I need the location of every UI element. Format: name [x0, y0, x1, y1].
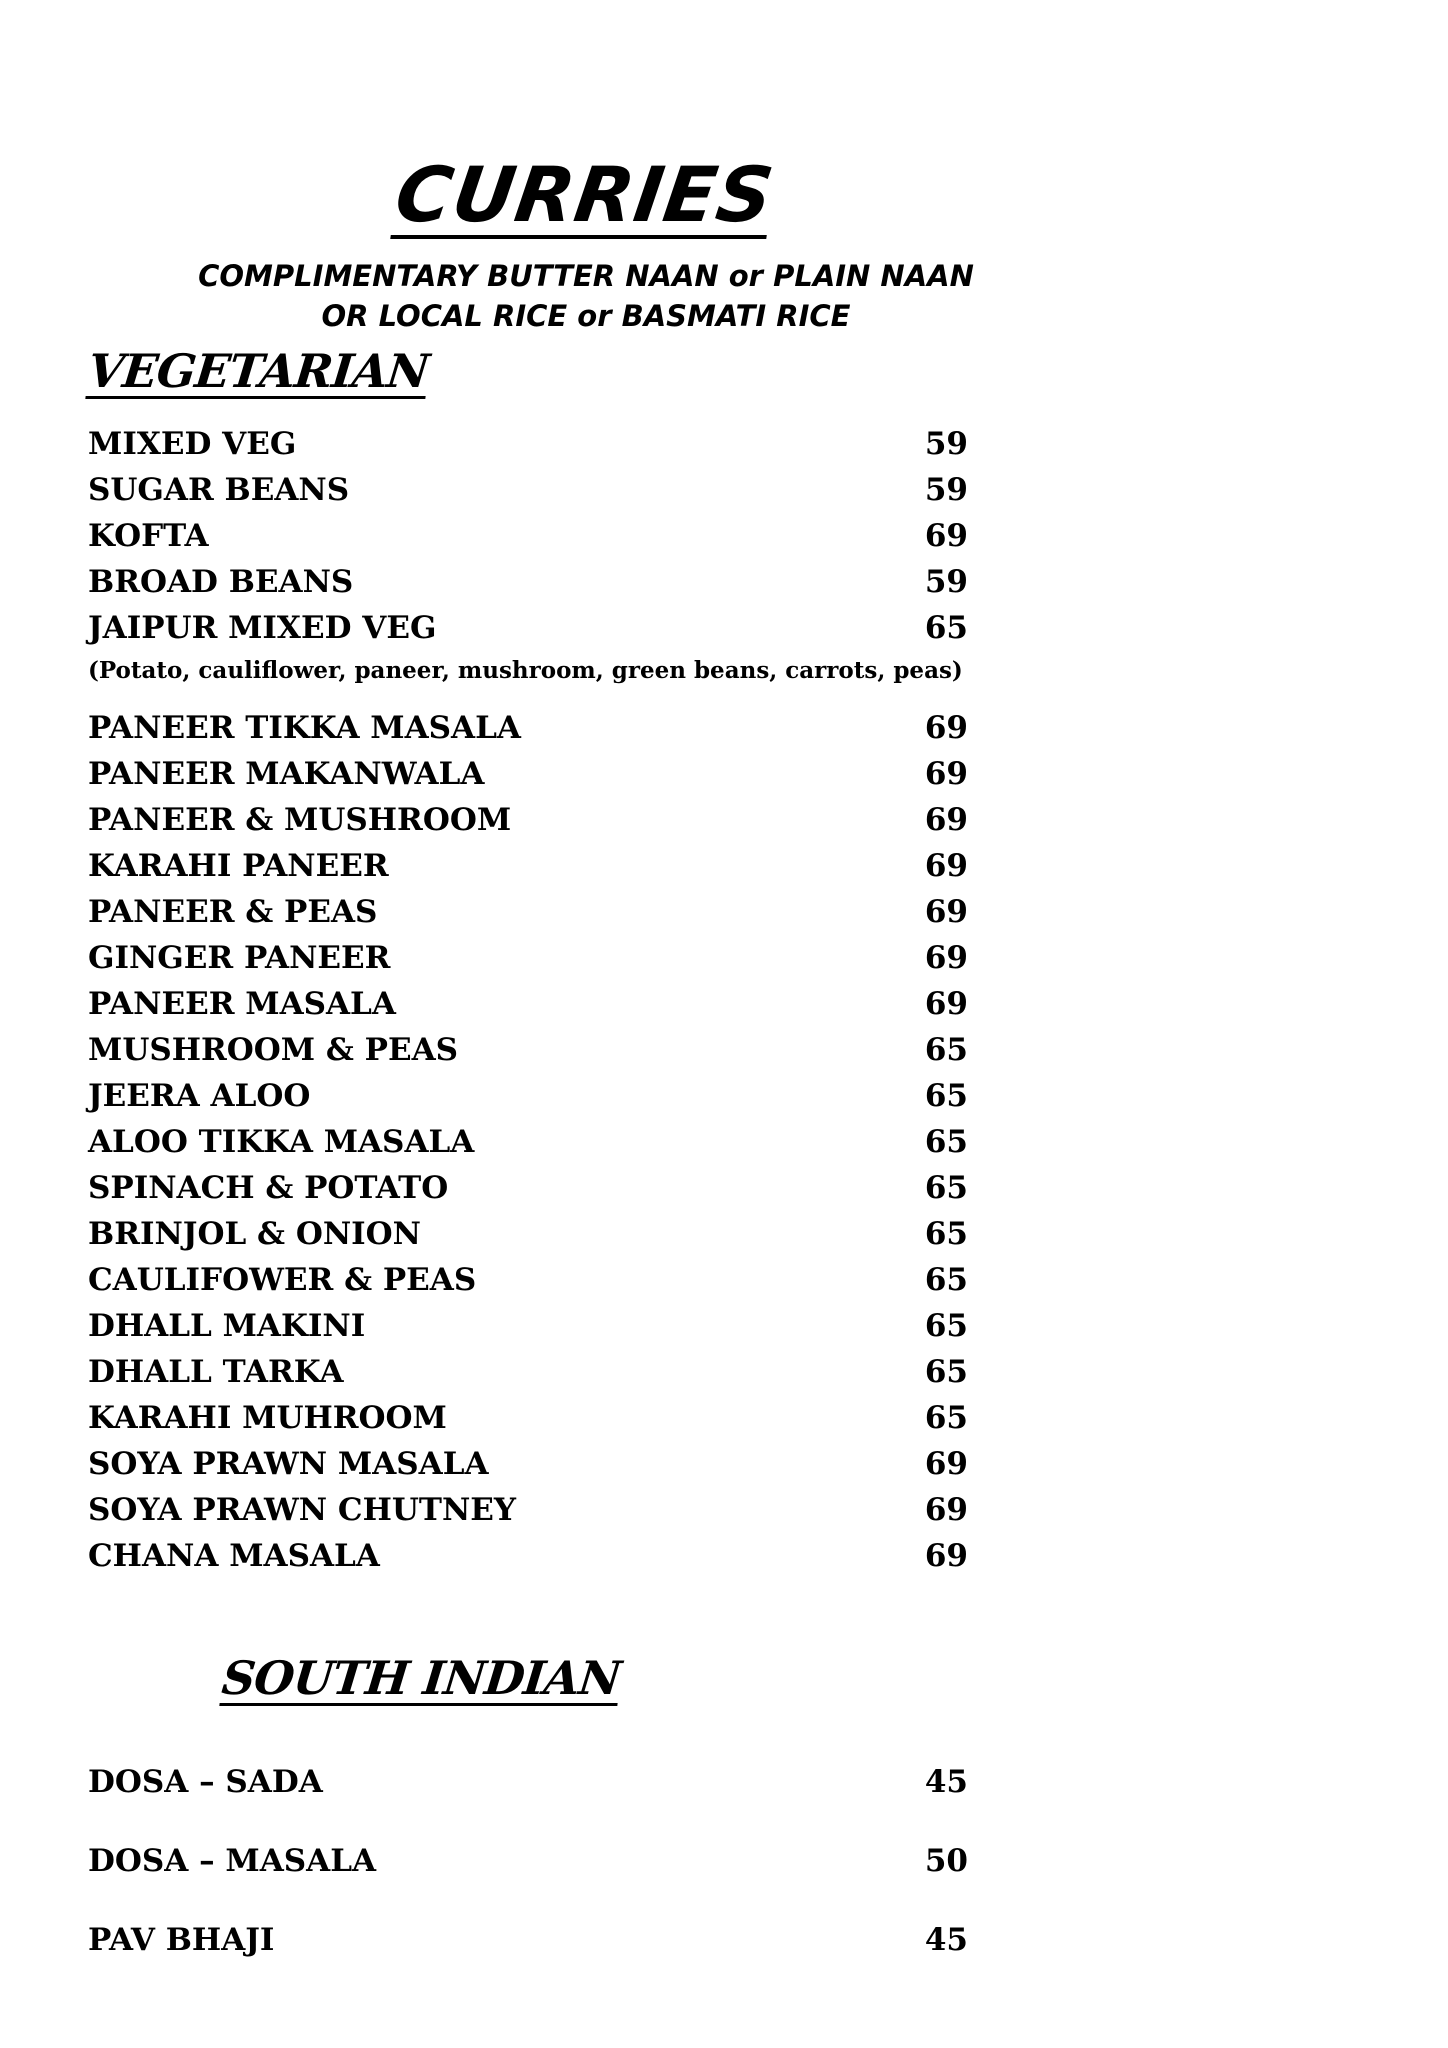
menu-item-name: PANEER & PEAS	[88, 894, 378, 930]
menu-item-price: 50	[924, 1843, 968, 1879]
menu-item-name: ALOO TIKKA MASALA	[88, 1124, 475, 1160]
menu-item-name: PANEER TIKKA MASALA	[88, 710, 521, 746]
menu-item-price: 69	[924, 1492, 968, 1528]
menu-item-row	[88, 1260, 968, 1300]
menu-item-row	[88, 1076, 968, 1116]
menu-item-row	[88, 938, 968, 978]
menu-item-name: GINGER PANEER	[88, 940, 391, 976]
page-title	[0, 150, 1308, 239]
menu-item-name: SUGAR BEANS	[88, 472, 350, 508]
menu-item-name: BROAD BEANS	[88, 564, 354, 600]
menu-item-price: 69	[924, 518, 968, 554]
menu-item-price: 65	[924, 1400, 968, 1436]
menu-item-price: 69	[924, 1446, 968, 1482]
vegetarian-heading-text: VEGETARIAN	[85, 344, 432, 398]
menu-item-name: PANEER MASALA	[88, 986, 396, 1022]
menu-item-name: SPINACH & POTATO	[88, 1170, 449, 1206]
south-indian-heading	[219, 1651, 623, 1706]
menu-item-price: 69	[924, 710, 968, 746]
menu-item-price: 69	[924, 894, 968, 930]
menu-item-row	[88, 1168, 968, 1208]
menu-item-price: 45	[924, 1922, 968, 1958]
menu-item-price: 65	[924, 610, 968, 646]
menu-item-price: 69	[924, 940, 968, 976]
menu-item-price: 59	[924, 564, 968, 600]
menu-item-row	[88, 1920, 968, 1960]
menu-item-row	[88, 424, 968, 464]
menu-item-name: KOFTA	[88, 518, 209, 554]
menu-item-name: CHANA MASALA	[88, 1538, 380, 1574]
menu-item-name: DHALL MAKINI	[88, 1308, 366, 1344]
menu-item-row	[88, 1490, 968, 1530]
menu-item-row	[88, 1536, 968, 1576]
menu-item-row	[88, 608, 968, 648]
menu-item-row	[88, 1306, 968, 1346]
menu-item-row	[88, 1122, 968, 1162]
menu-item-price: 59	[924, 426, 968, 462]
menu-item-row	[88, 800, 968, 840]
menu-item-price: 69	[924, 756, 968, 792]
menu-item-row	[88, 708, 968, 748]
subtitle-line-1: COMPLIMENTARY BUTTER NAAN or PLAIN NAAN	[198, 259, 974, 293]
menu-item-name: DHALL TARKA	[88, 1354, 344, 1390]
menu-item-row	[88, 516, 968, 556]
menu-item-name: KARAHI MUHROOM	[88, 1400, 447, 1436]
menu-item-name: JEERA ALOO	[88, 1078, 311, 1114]
menu-item-row	[88, 1444, 968, 1484]
menu-item-price: 69	[924, 802, 968, 838]
menu-item-row	[88, 754, 968, 794]
menu-item-name: SOYA PRAWN CHUTNEY	[88, 1492, 517, 1528]
menu-item-name: BRINJOL & ONION	[88, 1216, 422, 1252]
menu-item-price: 59	[924, 472, 968, 508]
menu-item-name: JAIPUR MIXED VEG	[88, 610, 437, 646]
menu-item-row	[88, 1030, 968, 1070]
menu-item-name: KARAHI PANEER	[88, 848, 389, 884]
menu-item-row	[88, 470, 968, 510]
vegetarian-heading	[85, 344, 432, 399]
menu-item-price: 65	[924, 1354, 968, 1390]
south-indian-heading-text: SOUTH INDIAN	[219, 1651, 623, 1705]
menu-item-name: MIXED VEG	[88, 426, 297, 462]
menu-item-price: 65	[924, 1308, 968, 1344]
menu-item-row	[88, 1398, 968, 1438]
menu-item-price: 65	[924, 1032, 968, 1068]
menu-item-name: SOYA PRAWN MASALA	[88, 1446, 489, 1482]
menu-item-name: PANEER MAKANWALA	[88, 756, 485, 792]
menu-item-row	[88, 1352, 968, 1392]
menu-item-name: DOSA – MASALA	[88, 1843, 377, 1879]
page-title-text: CURRIES	[390, 150, 779, 239]
menu-item-row	[88, 562, 968, 602]
menu-item-price: 69	[924, 848, 968, 884]
jaipur-mixed-veg-note: (Potato, cauliflower, paneer, mushroom, green beans, carrots, peas)	[88, 657, 963, 684]
menu-item-name: DOSA – SADA	[88, 1764, 323, 1800]
menu-item-row	[88, 846, 968, 886]
menu-item-price: 65	[924, 1078, 968, 1114]
menu-item-price: 65	[924, 1124, 968, 1160]
menu-item-name: PANEER & MUSHROOM	[88, 802, 512, 838]
menu-item-name: PAV BHAJI	[88, 1922, 275, 1958]
menu-item-price: 69	[924, 1538, 968, 1574]
menu-item-price: 65	[924, 1262, 968, 1298]
menu-item-row	[88, 1214, 968, 1254]
menu-item-price: 65	[924, 1170, 968, 1206]
menu-item-row	[88, 984, 968, 1024]
menu-item-name: CAULIFOWER & PEAS	[88, 1262, 477, 1298]
menu-item-price: 69	[924, 986, 968, 1022]
menu-item-name: MUSHROOM & PEAS	[88, 1032, 459, 1068]
menu-item-row	[88, 892, 968, 932]
menu-item-row	[88, 1762, 968, 1802]
menu-item-row	[88, 1841, 968, 1881]
subtitle-line-2: OR LOCAL RICE or BASMATI RICE	[321, 299, 851, 333]
menu-item-price: 45	[924, 1764, 968, 1800]
menu-item-price: 65	[924, 1216, 968, 1252]
